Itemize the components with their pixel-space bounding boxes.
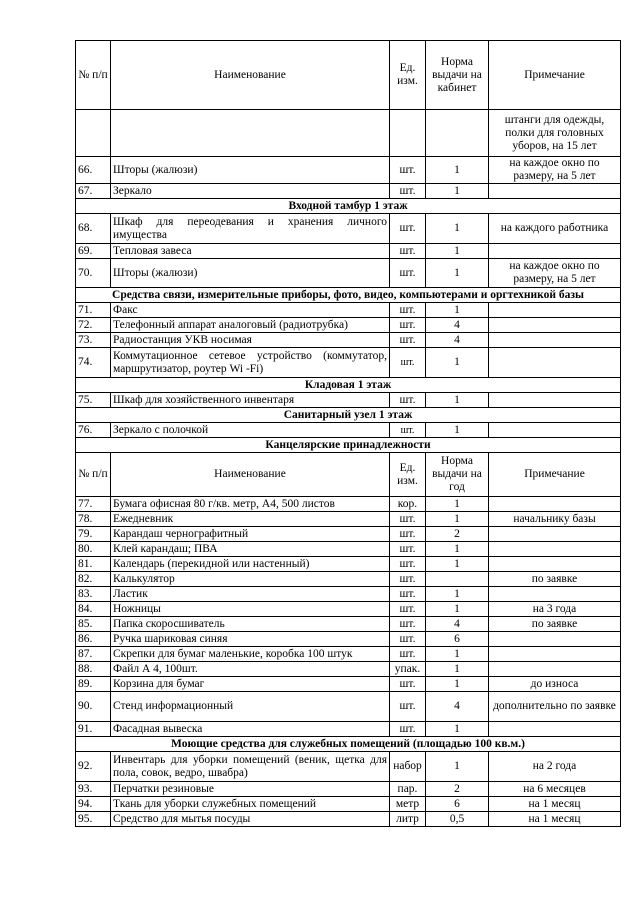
- section-title: Средства связи, измерительные приборы, фото, видео, компьютерами и оргтехникой базы: [76, 288, 621, 303]
- row-num: 81.: [76, 557, 111, 572]
- row-norm: 1: [426, 303, 489, 318]
- table-row: [76, 333, 621, 348]
- row-unit: шт.: [390, 214, 426, 244]
- row-note: [489, 423, 621, 438]
- row-note: на каждого работника: [489, 214, 621, 244]
- row-unit: шт.: [390, 587, 426, 602]
- row-unit: шт.: [390, 632, 426, 647]
- row-num: 83.: [76, 587, 111, 602]
- row-note: [489, 318, 621, 333]
- row-norm: 2: [426, 782, 489, 797]
- row-note: [489, 497, 621, 512]
- row-unit: шт.: [390, 572, 426, 587]
- row-note: [489, 333, 621, 348]
- table-row: [76, 259, 621, 288]
- row-norm: 1: [426, 542, 489, 557]
- section-row: [76, 408, 621, 423]
- row-note: [489, 647, 621, 662]
- header-unit: Ед. изм.: [390, 453, 426, 497]
- table-row: [76, 157, 621, 184]
- row-num: 71.: [76, 303, 111, 318]
- row-norm: 1: [426, 214, 489, 244]
- row-note: [489, 587, 621, 602]
- table-row: [76, 497, 621, 512]
- row-note: [489, 348, 621, 378]
- table-row: [76, 632, 621, 647]
- row-num: 70.: [76, 259, 111, 288]
- row-num: 72.: [76, 318, 111, 333]
- row-note: на 2 года: [489, 752, 621, 782]
- row-note: на 3 года: [489, 602, 621, 617]
- row-num: 80.: [76, 542, 111, 557]
- row-unit: шт.: [390, 617, 426, 632]
- row-name: Шкаф для хозяйственного инвентаря: [111, 393, 390, 408]
- row-name: Телефонный аппарат аналоговый (радиотрубка): [111, 318, 390, 333]
- row-name: Шторы (жалюзи): [111, 259, 390, 288]
- row-unit: шт.: [390, 244, 426, 259]
- row-num: 74.: [76, 348, 111, 378]
- row-unit: шт.: [390, 157, 426, 184]
- row-unit: шт.: [390, 259, 426, 288]
- row-unit: шт.: [390, 722, 426, 737]
- header-name: Наименование: [111, 453, 390, 497]
- row-unit: шт.: [390, 393, 426, 408]
- section-title: Моющие средства для служебных помещений (площадью 100 кв.м.): [76, 737, 621, 752]
- row-unit: шт.: [390, 348, 426, 378]
- table-row: [76, 512, 621, 527]
- table-row: [76, 617, 621, 632]
- row-num: 73.: [76, 333, 111, 348]
- table-row: [76, 812, 621, 827]
- row-norm: [426, 572, 489, 587]
- table-row: [76, 587, 621, 602]
- row-unit: шт.: [390, 647, 426, 662]
- section-title: Входной тамбур 1 этаж: [76, 199, 621, 214]
- row-note: по заявке: [489, 617, 621, 632]
- row-num: 79.: [76, 527, 111, 542]
- row-name: Зеркало: [111, 184, 390, 199]
- row-norm: 1: [426, 259, 489, 288]
- row-note: [489, 393, 621, 408]
- table-row: [76, 602, 621, 617]
- section-row: [76, 288, 621, 303]
- row-note: на 1 месяц: [489, 812, 621, 827]
- row-note: по заявке: [489, 572, 621, 587]
- row-num: 89.: [76, 677, 111, 692]
- row-name: Ножницы: [111, 602, 390, 617]
- row-name: Перчатки резиновые: [111, 782, 390, 797]
- section-row: [76, 737, 621, 752]
- table-row: [76, 110, 621, 157]
- row-num: 67.: [76, 184, 111, 199]
- table-row: [76, 527, 621, 542]
- row-name: Фасадная вывеска: [111, 722, 390, 737]
- header-norm: Норма выдачи на кабинет: [426, 41, 489, 110]
- row-norm: 1: [426, 677, 489, 692]
- table-row: [76, 318, 621, 333]
- table-row: [76, 303, 621, 318]
- row-norm: 1: [426, 512, 489, 527]
- header-num: № п/п: [76, 453, 111, 497]
- row-name: Инвентарь для уборки помещений (веник, щетка для пола, совок, ведро, швабра): [111, 752, 390, 782]
- row-unit: шт.: [390, 527, 426, 542]
- row-name: Калькулятор: [111, 572, 390, 587]
- row-num: 84.: [76, 602, 111, 617]
- row-num: 69.: [76, 244, 111, 259]
- row-unit: кор.: [390, 497, 426, 512]
- row-norm: 1: [426, 184, 489, 199]
- row-unit: шт.: [390, 692, 426, 722]
- table-row: [76, 557, 621, 572]
- row-norm: 1: [426, 752, 489, 782]
- row-num: 66.: [76, 157, 111, 184]
- row-note: на каждое окно по размеру, на 5 лет: [489, 259, 621, 288]
- row-unit: упак.: [390, 662, 426, 677]
- row-norm: 1: [426, 244, 489, 259]
- row-unit: шт.: [390, 318, 426, 333]
- row-num: 90.: [76, 692, 111, 722]
- row-name: Факс: [111, 303, 390, 318]
- row-note: дополнительно по заявке: [489, 692, 621, 722]
- row-note: [489, 722, 621, 737]
- row-name: Зеркало с полочкой: [111, 423, 390, 438]
- table-row: [76, 722, 621, 737]
- row-note: [489, 303, 621, 318]
- row-unit: пар.: [390, 782, 426, 797]
- row-num: 76.: [76, 423, 111, 438]
- row-name: Шторы (жалюзи): [111, 157, 390, 184]
- row-name: Скрепки для бумаг маленькие, коробка 100 штук: [111, 647, 390, 662]
- row-norm: 4: [426, 692, 489, 722]
- row-name: Тепловая завеса: [111, 244, 390, 259]
- row-name: Корзина для бумаг: [111, 677, 390, 692]
- row-unit: шт.: [390, 333, 426, 348]
- inventory-document: [75, 40, 620, 827]
- row-note: [489, 244, 621, 259]
- row-note: на каждое окно по размеру, на 5 лет: [489, 157, 621, 184]
- inventory-table: [75, 40, 621, 827]
- header-unit: Ед. изм.: [390, 41, 426, 110]
- row-norm: 1: [426, 722, 489, 737]
- row-num: 78.: [76, 512, 111, 527]
- row-name: Клей карандаш; ПВА: [111, 542, 390, 557]
- row-note: [489, 527, 621, 542]
- row-name: Файл А 4, 100шт.: [111, 662, 390, 677]
- row-num: 91.: [76, 722, 111, 737]
- row-name: Ручка шариковая синяя: [111, 632, 390, 647]
- row-norm: 1: [426, 587, 489, 602]
- row-num: 75.: [76, 393, 111, 408]
- header-name: Наименование: [111, 41, 390, 110]
- row-num: 86.: [76, 632, 111, 647]
- row-unit: шт.: [390, 557, 426, 572]
- row-unit: шт.: [390, 602, 426, 617]
- row-norm: 1: [426, 497, 489, 512]
- table-row: [76, 214, 621, 244]
- row-unit: шт.: [390, 512, 426, 527]
- row-unit: шт.: [390, 542, 426, 557]
- row-note: [489, 542, 621, 557]
- row-norm: 1: [426, 393, 489, 408]
- row-name: Карандаш чернографитный: [111, 527, 390, 542]
- table-row: [76, 393, 621, 408]
- row-unit: шт.: [390, 423, 426, 438]
- row-norm: 6: [426, 632, 489, 647]
- table-row: [76, 348, 621, 378]
- section-row: [76, 378, 621, 393]
- row-unit: шт.: [390, 677, 426, 692]
- table-row: [76, 662, 621, 677]
- row-num: 82.: [76, 572, 111, 587]
- row-unit: шт.: [390, 184, 426, 199]
- row-unit: литр: [390, 812, 426, 827]
- row-norm: 2: [426, 527, 489, 542]
- row-norm: 4: [426, 333, 489, 348]
- row-num: 88.: [76, 662, 111, 677]
- row-num: 92.: [76, 752, 111, 782]
- row-num: 68.: [76, 214, 111, 244]
- row-norm: 1: [426, 662, 489, 677]
- row-num: 85.: [76, 617, 111, 632]
- row-unit: метр: [390, 797, 426, 812]
- row-norm: 1: [426, 602, 489, 617]
- table-row: [76, 752, 621, 782]
- row-num: 87.: [76, 647, 111, 662]
- row-note: до износа: [489, 677, 621, 692]
- row-norm: 1: [426, 557, 489, 572]
- table-row: [76, 782, 621, 797]
- table-row: [76, 423, 621, 438]
- row-num: 95.: [76, 812, 111, 827]
- row-name: Ежедневник: [111, 512, 390, 527]
- section-title: Канцелярские принадлежности: [76, 438, 621, 453]
- row-name: Коммутационное сетевое устройство (коммутатор, маршрутизатор, роутер Wi -Fi): [111, 348, 390, 378]
- row-name: Стенд информационный: [111, 692, 390, 722]
- header-note: Примечание: [489, 41, 621, 110]
- row-name: Шкаф для переодевания и хранения личного имущества: [111, 214, 390, 244]
- row-name: Ткань для уборки служебных помещений: [111, 797, 390, 812]
- row-norm: 6: [426, 797, 489, 812]
- row-note: [489, 557, 621, 572]
- section-title: Санитарный узел 1 этаж: [76, 408, 621, 423]
- table-row: [76, 647, 621, 662]
- row-name: Средство для мытья посуды: [111, 812, 390, 827]
- row-name: Ластик: [111, 587, 390, 602]
- row-norm: 1: [426, 348, 489, 378]
- table-header: [76, 453, 621, 497]
- header-note: Примечание: [489, 453, 621, 497]
- row-norm: 0,5: [426, 812, 489, 827]
- row-note: на 6 месяцев: [489, 782, 621, 797]
- row-note: штанги для одежды, полки для головных уборов, на 15 лет: [489, 110, 621, 157]
- row-name: Радиостанция УКВ носимая: [111, 333, 390, 348]
- section-row: [76, 438, 621, 453]
- row-unit: шт.: [390, 303, 426, 318]
- row-num: 77.: [76, 497, 111, 512]
- row-norm: 4: [426, 318, 489, 333]
- row-note: [489, 662, 621, 677]
- row-norm: 1: [426, 647, 489, 662]
- row-norm: 1: [426, 423, 489, 438]
- table-header: [76, 41, 621, 110]
- row-unit: набор: [390, 752, 426, 782]
- row-note: на 1 месяц: [489, 797, 621, 812]
- table-row: [76, 542, 621, 557]
- row-name: Папка скоросшиватель: [111, 617, 390, 632]
- row-norm: 1: [426, 157, 489, 184]
- row-name: Бумага офисная 80 г/кв. метр, А4, 500 листов: [111, 497, 390, 512]
- row-num: 94.: [76, 797, 111, 812]
- table-row: [76, 184, 621, 199]
- table-row: [76, 572, 621, 587]
- row-norm: 4: [426, 617, 489, 632]
- table-row: [76, 677, 621, 692]
- table-row: [76, 244, 621, 259]
- row-note: начальнику базы: [489, 512, 621, 527]
- section-row: [76, 199, 621, 214]
- table-row: [76, 692, 621, 722]
- row-num: 93.: [76, 782, 111, 797]
- header-num: № п/п: [76, 41, 111, 110]
- header-norm: Норма выдачи на год: [426, 453, 489, 497]
- row-note: [489, 184, 621, 199]
- table-row: [76, 797, 621, 812]
- row-note: [489, 632, 621, 647]
- section-title: Кладовая 1 этаж: [76, 378, 621, 393]
- row-name: Календарь (перекидной или настенный): [111, 557, 390, 572]
